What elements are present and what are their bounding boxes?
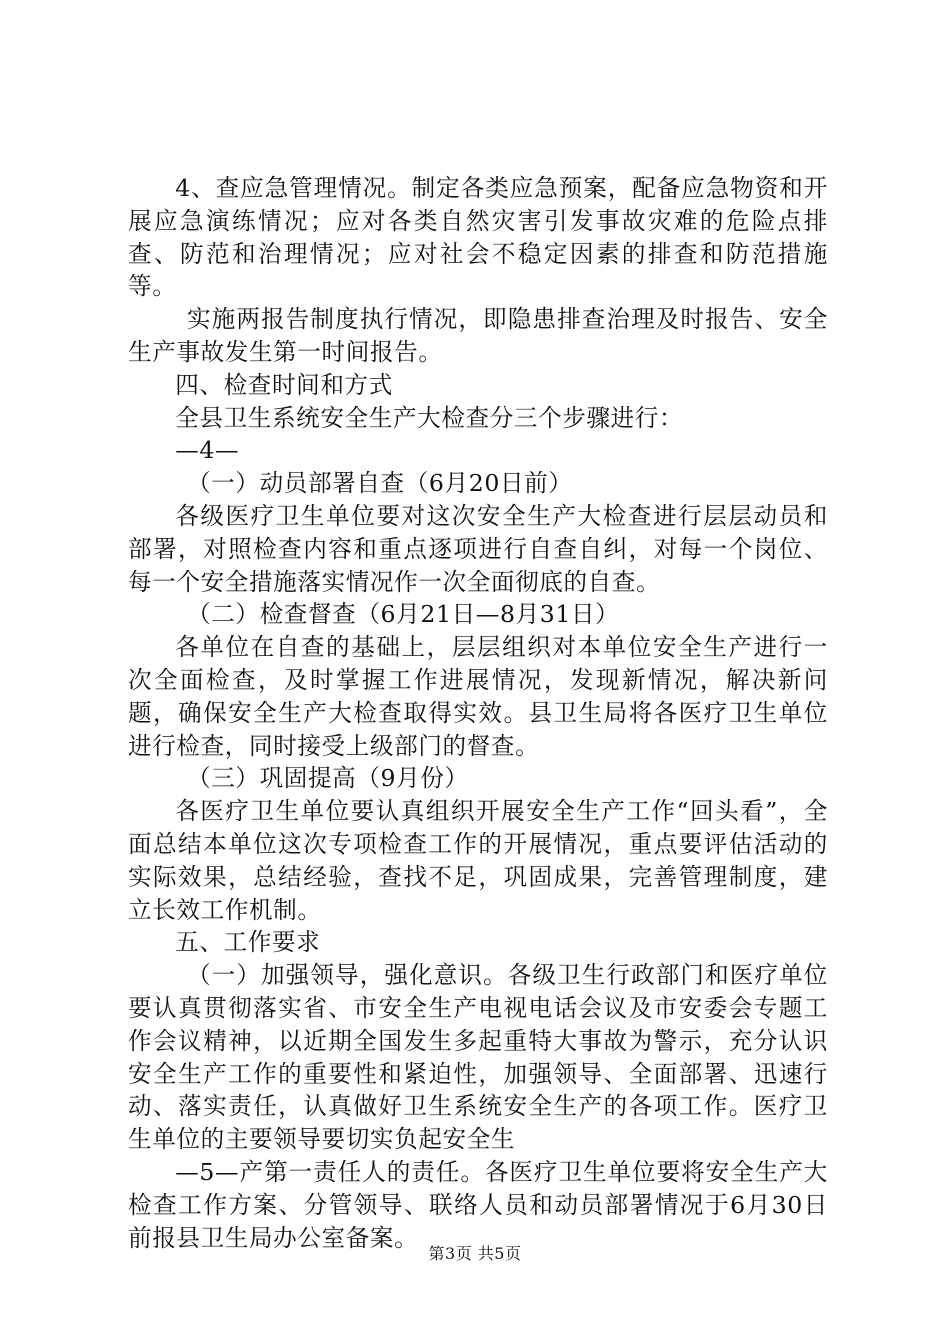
page-footer: 第3页 共5页 (428, 1244, 522, 1263)
inline-page-number: —4— (175, 436, 240, 465)
subsection-heading: （二）检查督查（6月21日—8月31日） (187, 600, 620, 629)
paragraph: 实施两报告制度执行情况，即隐患排查治理及时报告、安全生产事故发生第一时间报告。 (128, 305, 828, 366)
paragraph: 各单位在自查的基础上，层层组织对本单位安全生产进行一次全面检查，及时掌握工作进展情况，发现新情况，解决新问题，确保安全生产大检查取得实效。县卫生局将各医疗卫生单位进行检查，同时接受上级部门的督查。 (128, 633, 828, 760)
paragraph: 各级医疗卫生单位要对这次安全生产大检查进行层层动员和部署，对照检查内容和重点逐项进行自查自纠，对每一个岗位、每一个安全措施落实情况作一次全面彻底的自查。 (128, 501, 828, 596)
paragraph: 各医疗卫生单位要认真组织开展安全生产工作“回头看”，全面总结本单位这次专项检查工作的开展情况，重点要评估活动的实际效果，总结经验，查找不足，巩固成果，完善管理制度，建立长效工作机制。 (128, 797, 828, 924)
section-heading: 五、工作要求 (175, 928, 321, 957)
paragraph: （一）加强领导，强化意识。各级卫生行政部门和医疗单位要认真贯彻落实省、市安全生产电视电话会议及市安委会专题工作会议精神，以近期全国发生多起重特大事故为警示，充分认识安全生产工作的重要性和紧迫性，加强领导、全面部署、迅速行动、落实责任，认真做好卫生系统安全生产的各项工作。医疗卫生单位的主要领导要切实负起安全生 (128, 961, 828, 1154)
subsection-heading: （一）动员部署自查（6月20日前） (187, 469, 573, 498)
document-body (128, 172, 828, 1254)
paragraph: 全县卫生系统安全生产大检查分三个步骤进行： (175, 403, 684, 432)
subsection-heading: （三）巩固提高（9月份） (187, 764, 469, 793)
paragraph: —5—产第一责任人的责任。各医疗卫生单位要将安全生产大检查工作方案、分管领导、联络人员和动员部署情况于6月30日前报县卫生局办公室备案。 (128, 1157, 828, 1252)
paragraph: 4、查应急管理情况。制定各类应急预案，配备应急物资和开展应急演练情况；应对各类自然灾害引发事故灾难的危险点排查、防范和治理情况；应对社会不稳定因素的排查和防范措施等。 (128, 174, 828, 301)
section-heading: 四、检查时间和方式 (175, 370, 393, 399)
